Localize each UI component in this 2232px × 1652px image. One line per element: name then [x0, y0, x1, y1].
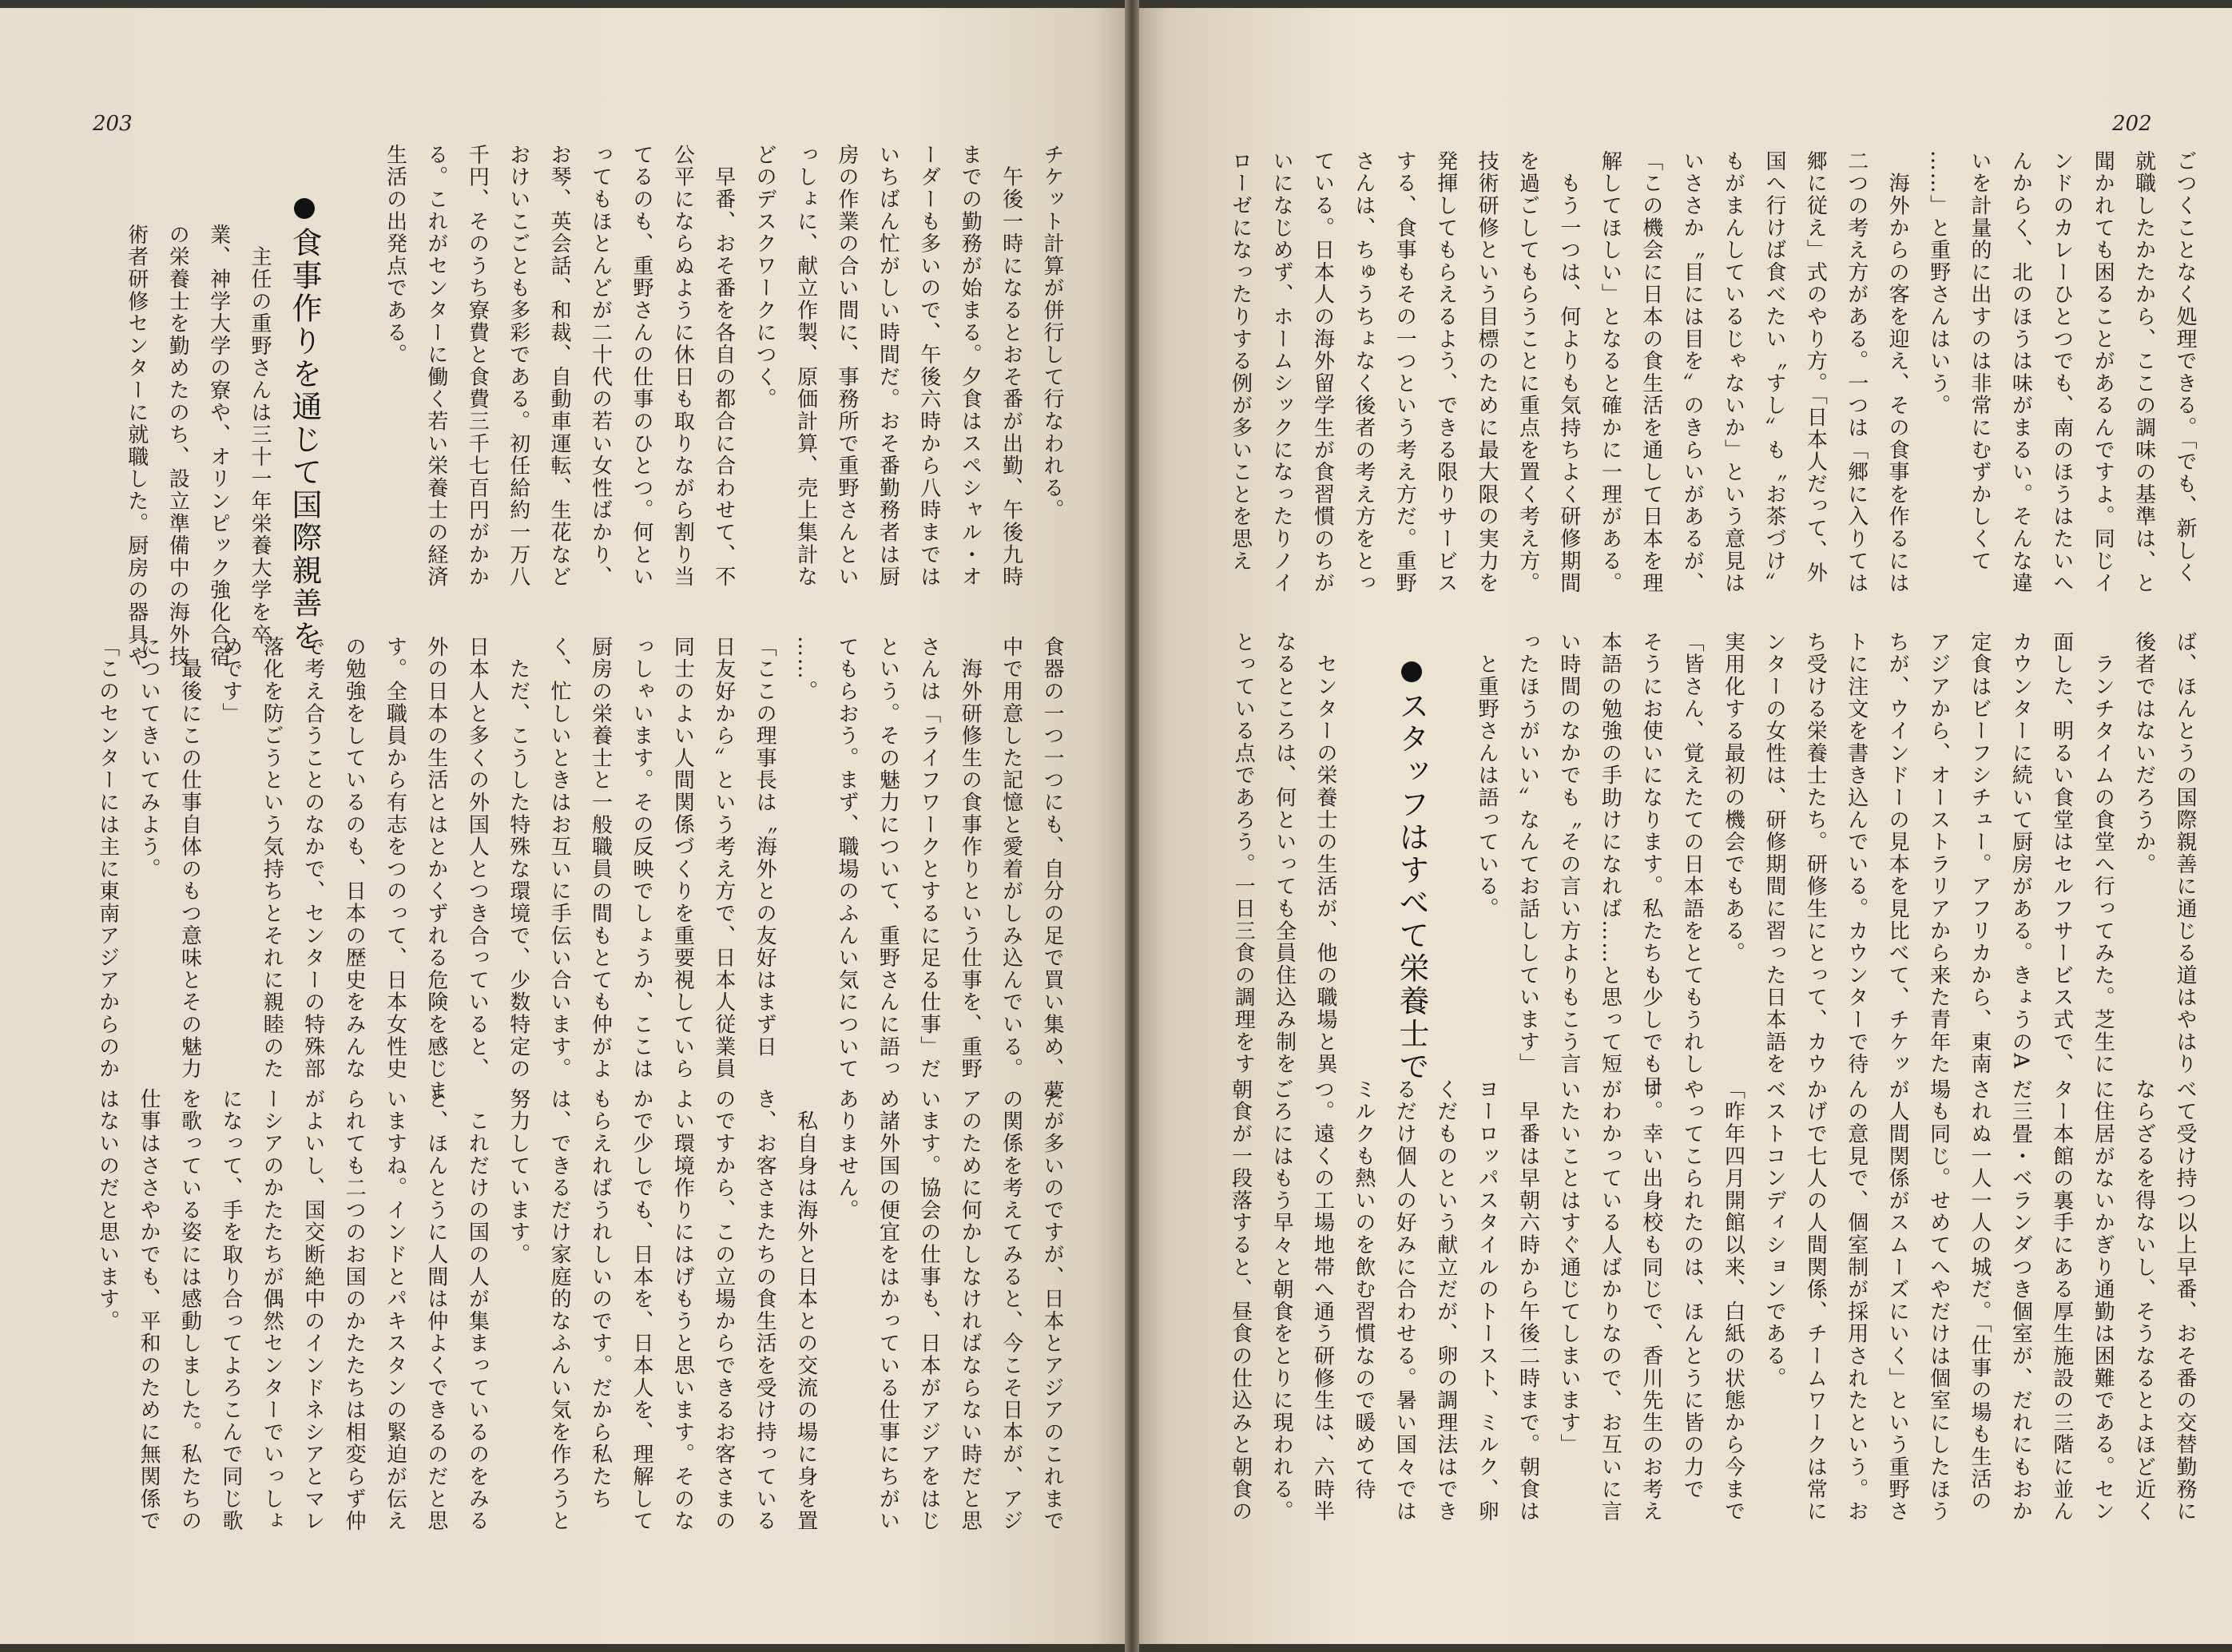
left-page-text-lower-left: たが多いのですが、日本とアジアのこれまで の関係を考えてみると、今こそ日本が、アジ アのために何かしなければならない時だと思 います。協会の仕事も、日本がアジアをはじ め諸外国の便宜をはかっている仕事にちがい ありません。 私自身は海外と日本との交流の場に身を置 き、お客さまたちの食生活を受け持っている のですから、この立場からできるお客さまの よい環境作りにはげもうと思います。そのな かで少しでも、日本を、日本人を、理解して もらえればうれしいのです。だから私たち は、できるだけ家庭的なふんい気を作ろうと 努力しています。 これだけの国の人が集まっているのをみる と、ほんとうに人間は仲よくできるのだと思 いますね。インドとパキスタンの緊迫が伝え られても二つのお国のかたたちは相変らず仲 がよいし、国交断絶中のインドネシアとマレ ーシアのかたたちが偶然センターでいっしょ になって、手を取り合ってよろこんで同じ歌 を歌っている姿には感動しました。私たちの 仕事はささやかでも、平和のために無関係で はないのだと思います。	[95, 1088, 1064, 1532]
right-page-text-lower: べて受け持つ以上早番、おそ番の交替勤務に ならざるを得ないし、そうなるとよほど近く に住居がないかぎり通勤は困難である。セン ター本館の裏手にある厚生施設の三階に並ん だ三畳・ベランダつき個室が、だれにもおか されぬ一人一人の城だ。「仕事の場も生活の 場も同じ。せめてへやだけは個室にしたほう が人間関係がスムーズにいく」という重野さ んの意見で、個室制が採用されたという。お かげで七人の人間関係、チームワークは常に ベストコンディションである。 「昨年四月開館以来、白紙の状態から今まで やってこられたのは、ほんとうに皆の力で す。幸い出身校も同じで、香川先生のお考え がわかっている人ばかりなので、お互いに言 いたいことはすぐ通じてしまいます」 早番は早朝六時から午後二時まで。朝食は ヨーロッパスタイルのトースト、ミルク、卵 くだものという献立だが、卵の調理法はでき るだけ個人の好みに合わせる。暑い国々では ミルクも熱いのを飲む習慣なので暖めて待 つ。遠くの工場地帯へ通う研修生は、六時半 ごろにはもう早々と朝食をとりに現われる。 朝食が一段落すると、昼食の仕込みと朝食の	[1228, 1078, 2197, 1523]
right-page	[1136, 8, 2232, 1644]
right-page-text-middle-right: ば、ほんとうの国際親善に通じる道はやはり 後者ではないだろうか。 ランチタイムの食堂へ行ってみた。芝生に 面した、明るい食堂はセルフサービス式で、 カウンターに続いて厨房がある。きょうのA 定食はビーフシチュー。アフリカから、東南 アジアから、オーストラリアから来た青年た ちが、ウインドーの見本を見比べて、チケッ トに注文を書き込んでいる。カウンターで待 ち受ける栄養士たち。研修生にとって、カウ ンターの女性は、研修期間に習った日本語を 実用化する最初の機会でもある。 「皆さん、覚えたての日本語をとてもうれし そうにお使いになります。私たちも少しでも日 本語の勉強の手助けになれば……と思って短 い時間のなかでも〝その言い方よりもこう言 ったほうがいい〟なんてお話ししています」 と重野さんは語っている。	[1475, 631, 2197, 1098]
bullet-dot-icon	[294, 198, 315, 219]
right-page-text-upper: ごつくことなく処理できる。「でも、新しく 就職したかたから、ここの調味の基準は、と 聞かれても困ることがあるんですよ。同じイ ンドのカレーひとつでも、南のほうはたいへ んからく、北のほうは味がまるい。そんな違 いを計量的に出すのは非常にむずかしくて ……」と重野さんはいう。 海外からの客を迎え、その食事を作るには 二つの考え方がある。一つは「郷に入りては 郷に従え」式のやり方。「日本人だって、外 国へ行けば食べたい〝すし〟も〝お茶づけ〟 もがまんしているじゃないか」という意見は いささか〝目には目を〟のきらいがあるが、 「この機会に日本の食生活を通して日本を理 解してほしい」となると確かに一理がある。 もう一つは、何よりも気持ちよく研修期間 を過ごしてもらうことに重点を置く考え方。 技術研修という目標のために最大限の実力を 発揮してもらえるよう、できる限りサービス する、食事もその一つという考え方だ。重野 さんは、ちゅうちょなく後者の考え方をとっ ている。日本人の海外留学生が食習慣のちが いになじめず、ホームシックになったりノイ ローゼになったりする例が多いことを思え	[1228, 150, 2197, 594]
left-page-text-lower-right: 食器の一つ一つにも、自分の足で買い集め、夢 中で用意した記憶と愛着がしみ込んでいる。 海外研修生の食事作りという仕事を、重野 さんは「ライフワークとするに足る仕事」だ という。その魅力について、重野さんに語っ てもらおう。まず、職場のふんい気について ……。 「ここの理事長は〝海外との友好はまず日 日友好から〟という考え方で、日本人従業員 同士のよい人間関係づくりを重要視していら っしゃいます。その反映でしょうか、ここは 厨房の栄養士と一般職員の間もとても仲がよ く、忙しいときはお互いに手伝い合います。 ただ、こうした特殊な環境で、少数特定の 日本人と多くの外国人とつき合っていると、 外の日本の生活とはとかくずれる危険を感じま す。全職員から有志をつのって、日本女性史 の勉強をしているのも、日本の歴史をみんな で考え合うことのなかで、センターの特殊部 落化を防ごうという気持ちとそれに親睦のた めです」 最後にこの仕事自体のもつ意味とその魅力 についてきいてみよう。 「このセンターには主に東南アジアからのか	[95, 636, 1064, 1102]
section-heading-staff-all-nutritionists	[1390, 661, 1434, 1083]
bullet-dot-icon	[1401, 661, 1422, 682]
page-number-left: 203	[93, 112, 133, 136]
left-page-text-upper-right: チケット計算が併行して行なわれる。 午後一時になるとおそ番が出勤、午後九時 までの勤務が始まる。夕食はスペシャル・オ ーダーも多いので、午後六時から八時までは いちばん忙がしい時間だ。おそ番勤務者は厨 房の作業の合い間に、事務所で重野さんとい っしょに、献立作製、原価計算、売上集計な どのデスクワークにつく。 早番、おそ番を各自の都合に合わせて、不 公平にならぬように休日も取りながら割り当 てるのも、重野さんの仕事のひとつ。何とい ってもほとんどが二十代の若い女性ばかり、 お琴、英会話、和裁、自動車運転、生花など おけいこごとも多彩である。初任給約一万八 千円、そのうち寮費と食費三千七百円がかか る。これがセンターに働く若い栄養士の経済 生活の出発点である。	[383, 144, 1064, 588]
left-page-text-upper-left: 主任の重野さんは三十一年栄養大学を卒 業、神学大学の寮や、オリンピック強化合宿 の栄養士を勤めたのち、設立準備中の海外技 術者研修センターに就職した。厨房の器具や	[124, 224, 272, 668]
left-page	[0, 8, 1128, 1644]
section-heading-international-goodwill	[283, 198, 327, 653]
book-gutter	[1125, 0, 1139, 1652]
right-page-text-middle-left: センターの栄養士の生活が、他の職場と異 なるところは、何といっても全員住込み制を とっている点であろう。一日三食の調理をす	[1231, 631, 1337, 1075]
page-number-right: 202	[2112, 112, 2152, 136]
heading-text: 食事作りを通じて国際親善を	[287, 227, 322, 653]
heading-text: スタッフはすべて栄養士で	[1394, 690, 1429, 1083]
